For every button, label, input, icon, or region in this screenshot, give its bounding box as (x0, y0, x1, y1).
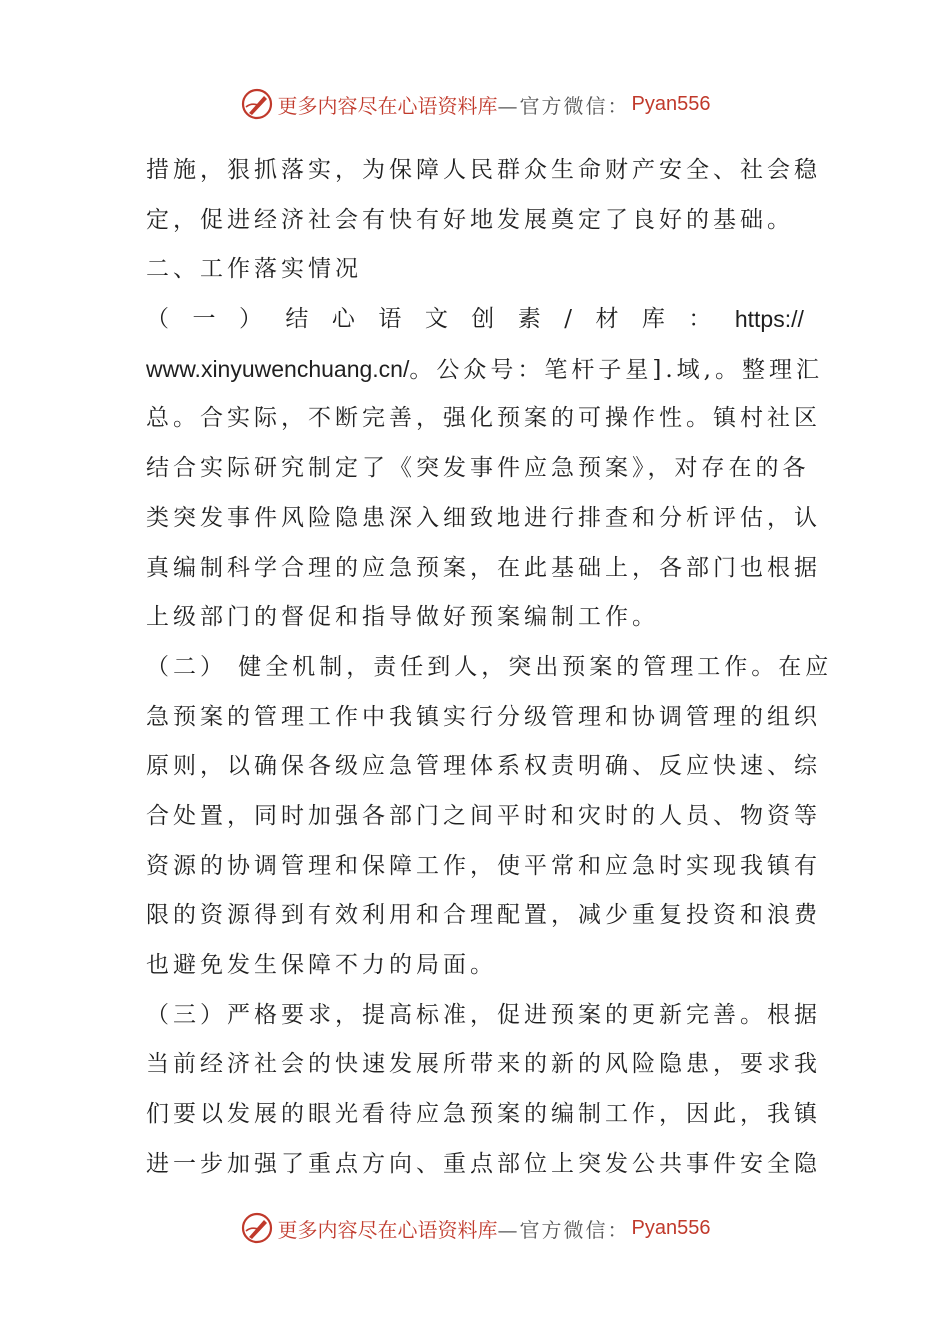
char: 结 (285, 306, 309, 333)
char: ： (688, 306, 712, 333)
paragraph-line: 定，促进经济社会有快有好地发展奠定了良好的基础。 (146, 206, 794, 233)
paragraph-line: 措施，狠抓落实，为保障人民群众生命财产安全、社会稳 (146, 157, 821, 183)
char: 一 (192, 306, 216, 333)
paragraph-line: 真编制科学合理的应急预案，在此基础上，各部门也根据 (146, 554, 821, 581)
url-text: www.xinyuwenchuang.cn/ (146, 355, 410, 382)
banner-sub-text: —官方微信： (497, 1217, 630, 1242)
char: 文 (424, 306, 448, 333)
char: （ (146, 306, 169, 333)
paragraph-line: 类突发事件风险隐患深入细致地进行排查和分析评估，认 (146, 504, 821, 531)
paragraph-line: 也避免发生保障不力的局面。 (146, 952, 497, 978)
paragraph-line: （三）严格要求，提高标准，促进预案的更新完善。根据 (146, 1001, 821, 1028)
char: 心 (331, 306, 355, 333)
paragraph-fragment: 。公众号：笔杆子星].域,。整理汇 (409, 356, 823, 383)
pen-logo-icon (240, 87, 274, 121)
paragraph-line: 当前经济社会的快速发展所带来的新的风险隐患，要求我 (146, 1051, 821, 1078)
header-watermark-banner (0, 84, 950, 124)
paragraph-line (146, 345, 823, 395)
pen-logo-icon (240, 1211, 274, 1245)
banner-wechat-id: Pyan556 (631, 1216, 711, 1239)
banner-main-text: 更多内容尽在心语资料库 (277, 1217, 498, 1242)
document-body (146, 146, 833, 1189)
banner-main-text: 更多内容尽在心语资料库 (277, 93, 498, 118)
justified-line (146, 295, 804, 345)
url-prefix-text: https:// (734, 306, 804, 333)
paragraph-line: 们要以发展的眼光看待应急预案的编制工作，因此，我镇 (146, 1101, 821, 1128)
paragraph-line: 进一步加强了重点方向、重点部位上突发公共事件安全隐 (146, 1150, 821, 1177)
paragraph-line: 总。合实际，不断完善，强化预案的可操作性。镇村社区 (146, 405, 821, 432)
paragraph-line: 上级部门的督促和指导做好预案编制工作。 (146, 604, 659, 631)
char: 素 (517, 306, 541, 333)
banner-wechat-id: Pyan556 (631, 92, 711, 115)
char: 创 (471, 306, 495, 333)
paragraph-line: 原则，以确保各级应急管理体系权责明确、反应快速、综 (146, 753, 821, 780)
char: 材 (595, 306, 619, 333)
paragraph-line: 合处置，同时加强各部门之间平时和灾时的人员、物资等 (146, 802, 821, 829)
paragraph-line: 结合实际研究制定了《突发事件应急预案》，对存在的各 (146, 455, 810, 482)
footer-watermark-banner (0, 1208, 950, 1248)
char: 语 (378, 306, 402, 333)
paragraph-line: 急预案的管理工作中我镇实行分级管理和协调管理的组织 (146, 703, 821, 730)
char: / (564, 306, 572, 333)
paragraph-line: （二） 健全机制，责任到人，突出预案的管理工作。在应 (146, 653, 833, 680)
paragraph-line: 资源的协调管理和保障工作，使平常和应急时实现我镇有 (146, 852, 821, 879)
paragraph-line: 限的资源得到有效利用和合理配置，减少重复投资和浪费 (146, 902, 821, 929)
banner-sub-text: —官方微信： (497, 93, 630, 118)
char: 库 (641, 306, 665, 333)
char: ） (238, 306, 262, 333)
section-heading: 二、工作落实情况 (146, 256, 362, 283)
